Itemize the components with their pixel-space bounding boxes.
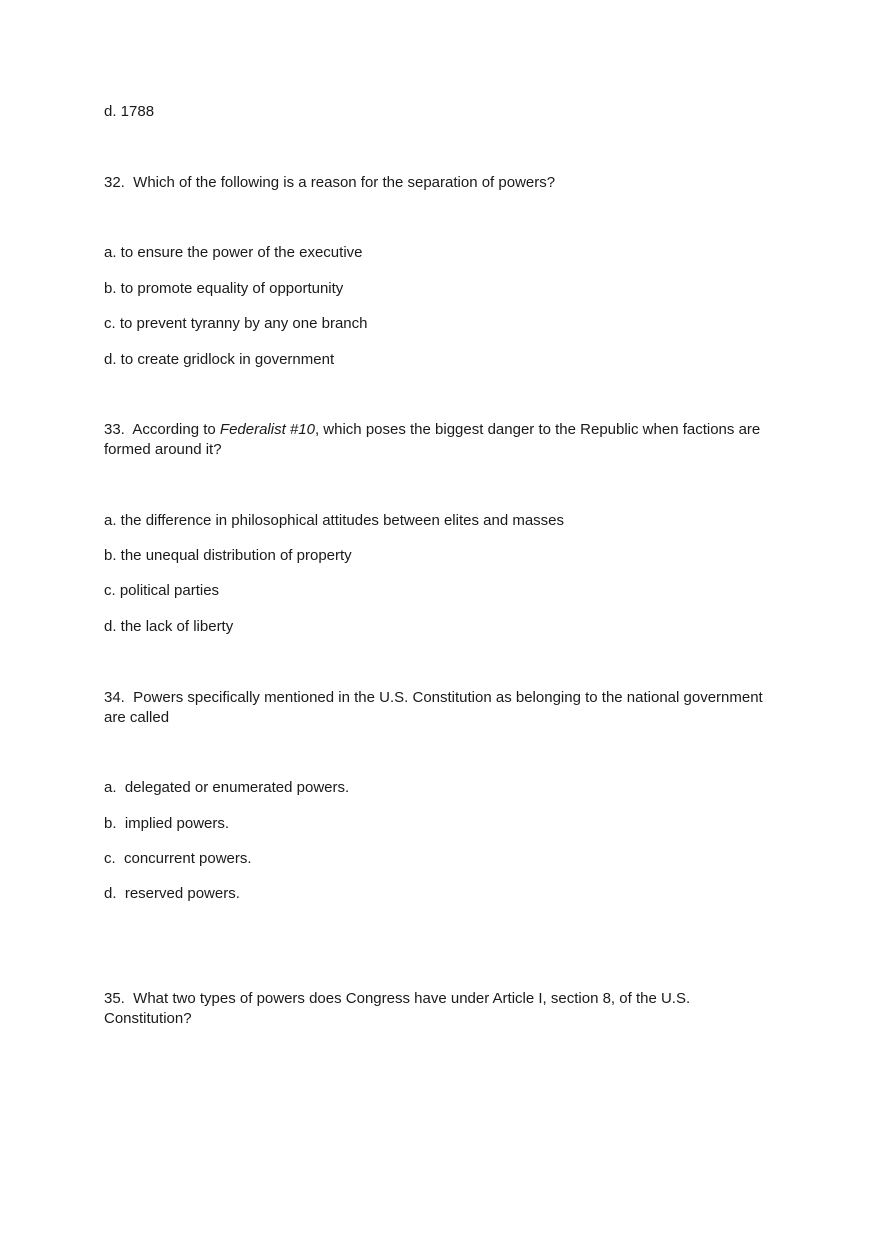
question-34-option-d: d. reserved powers.	[104, 885, 240, 902]
question-34-option-a: a. delegated or enumerated powers.	[104, 779, 350, 796]
question-33-option-a: a. the difference in philosophical attitudes between elites and masses	[104, 512, 565, 529]
question-34-stem: 34. Powers specifically mentioned in the U.S. Constitution as belonging to the national government are called	[104, 689, 767, 726]
question-33-option-b: b. the unequal distribution of property	[104, 547, 352, 564]
question-32-option-a: a. to ensure the power of the executive	[104, 244, 363, 261]
question-32-option-d: d. to create gridlock in government	[104, 351, 335, 368]
question-33-stem	[104, 420, 784, 460]
question-33-stem-prefix: 33. According to	[104, 421, 220, 438]
question-32-stem: 32. Which of the following is a reason for the separation of powers?	[104, 174, 556, 191]
question-33-option-d: d. the lack of liberty	[104, 618, 234, 635]
question-34-option-c: c. concurrent powers.	[104, 850, 252, 867]
question-34-option-b: b. implied powers.	[104, 815, 230, 832]
previous-answer-option: d. 1788	[104, 103, 155, 120]
question-35-stem: 35. What two types of powers does Congress have under Article I, section 8, of the U.S. Constitution?	[104, 990, 695, 1027]
question-32-option-b: b. to promote equality of opportunity	[104, 280, 344, 297]
question-33-option-c: c. political parties	[104, 582, 220, 599]
question-32-option-c: c. to prevent tyranny by any one branch	[104, 315, 368, 332]
question-33-stem-title: Federalist #10	[219, 421, 315, 438]
question-33-stem-suffix: , which poses the biggest danger to the Republic when factions are formed around it?	[104, 421, 765, 458]
